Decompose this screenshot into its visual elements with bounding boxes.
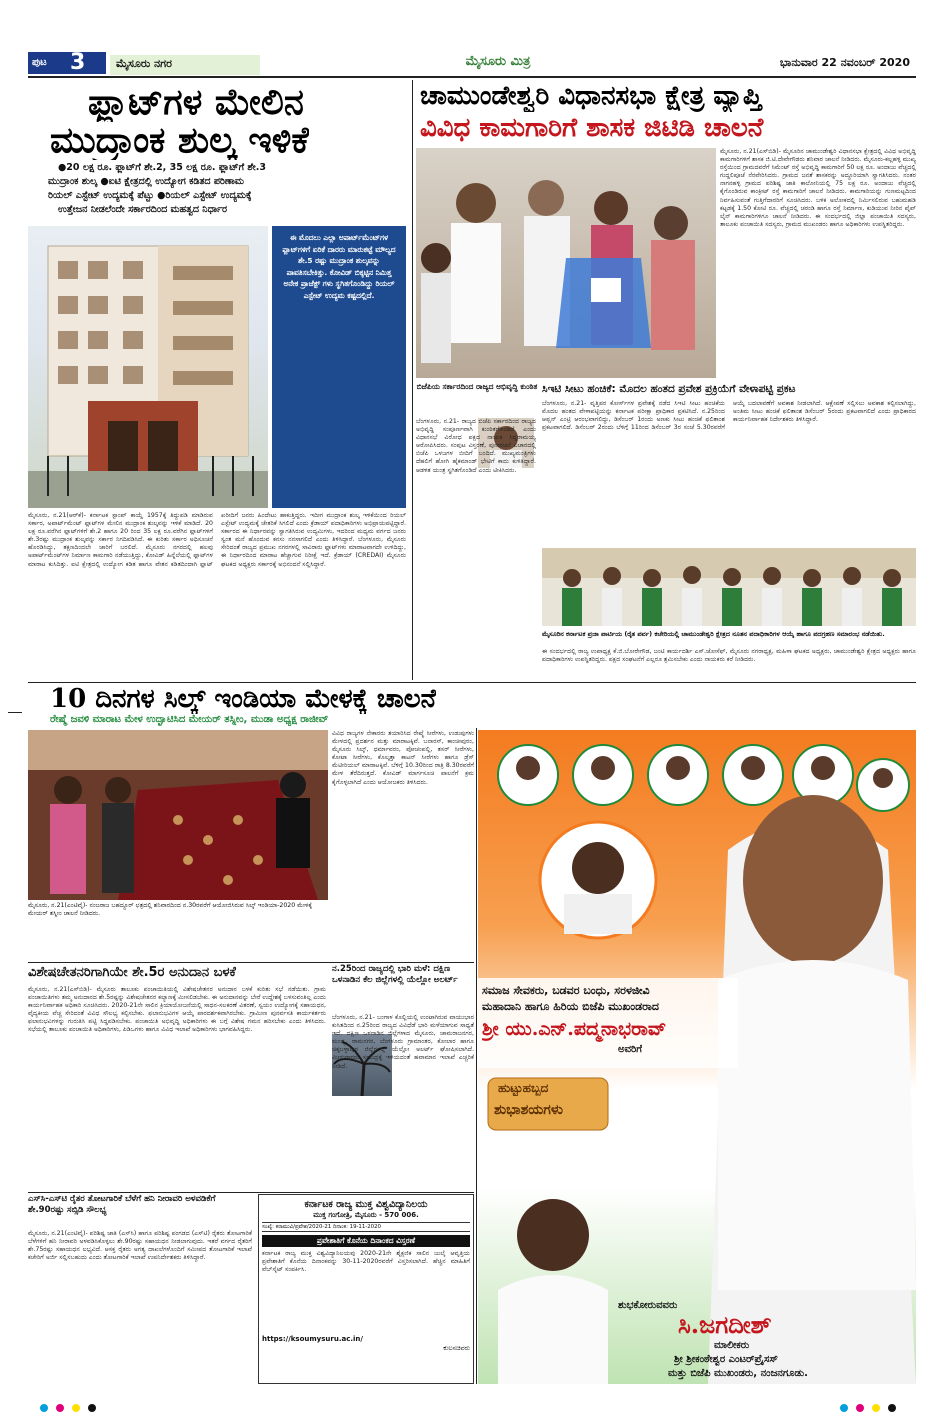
ad-honoree-name: ಶ್ರೀ ಯು.ಎನ್.ಪದ್ಮನಾಭರಾವ್ <box>482 1018 667 1040</box>
story3-kicker: ಬಿಜೆಪಿಯ ಸರ್ಕಾರದಿಂದ ರಾಜ್ಯದ ಅಭಿವೃದ್ಧಿ ಕುಂಠಿತ <box>416 382 538 391</box>
leader-portraits <box>498 745 909 811</box>
registration-mark-r-cyan <box>840 1404 848 1412</box>
horizontal-divider-lower <box>28 962 474 963</box>
story6-caption: ಮೈಸೂರು, ನ.21(ಎಂಟಿವೈ)- ನಂಜರಾಜ ಬಹದ್ದೂರ್ ಛತ್ರದಲ್ಲಿ ಶನಿವಾರದಿಂದ ನ.30ರವರೆಗೆ ಆಯೋಜಿಸಿರುವ ಸಿಲ್ಕ್ ಇಂಡಿಯಾ-2020 ಮೇಳಕ್ಕೆ ಮೇಯರ್ ತಸ್ನೀಂ ಚಾಲನೆ ನೀಡಿದರು. <box>28 902 313 918</box>
story5-caption: ಮೈಸೂರಿನ ಕರ್ನಾಟಕ ಪ್ರಜಾ ಪಾರ್ಟಿಯ (ರೈತ ಪರ್ವ) ಕಚೇರಿಯಲ್ಲಿ ಚಾಮುಂಡೇಶ್ವರಿ ಕ್ಷೇತ್ರದ ನೂತನ ಪದಾಧಿಕಾರಿಗಳ ಆಯ್ಕೆ ಹಾಗೂ ಪದಗ್ರಹಣ ಸಮಾರಂಭ ನಡೆಯಿತು. <box>542 630 885 638</box>
story-rain-alert <box>332 964 474 1190</box>
story1-title-line1: ಫ್ಲಾಟ್‌ಗಳ ಮೇಲಿನ <box>88 82 304 122</box>
story6-subtitle: ರೇಷ್ಮೆ ಜವಳಿ ಮಾರಾಟ ಮೇಳ ಉದ್ಘಾಟಿಸಿದ ಮೇಯರ್ ತಸ್ನೀಂ, ಮುಡಾ ಅಧ್ಯಕ್ಷ ರಾಜೀವ್ <box>50 714 329 725</box>
story-flat-stamp-duty <box>28 80 408 680</box>
story-silk-india-body <box>28 730 474 960</box>
story2-title-line2: ವಿವಿಧ ಕಾಮಗಾರಿಗೆ ಶಾಸಕ ಜಿಟಿಡಿ ಚಾಲನೆ <box>420 113 764 143</box>
registration-mark-tl-yellow <box>72 1404 80 1412</box>
story-party-office <box>542 548 916 678</box>
registration-mark-r-yellow <box>872 1404 880 1412</box>
ad-wish-line1: ಹುಟ್ಟುಹಬ್ಬದ <box>498 1081 549 1095</box>
story6-body: ವಿವಿಧ ರಾಜ್ಯಗಳ ನೇಕಾರರು ತಯಾರಿಸಿದ ರೇಷ್ಮೆ ಸೀರೆಗಳು, ಉಡುಪುಗಳು ಮೇಳದಲ್ಲಿ ಪ್ರದರ್ಶನ ಮತ್ತು ಮಾರಾಟಕ್ಕಿವೆ. ಬನಾರಸ್, ಕಾಂಚೀಪುರಂ, ಮೈಸೂರು ಸಿಲ್ಕ್, ಧರ್ಮಾವರಂ, ಪೋಚಂಪಲ್ಲಿ, ತಸರ್ ಸೀರೆಗಳು, ಕೋಟಾ ಸೀರೆಗಳು, ಕೊಲ್ಕತ್ತಾ ಕಾಟನ್ ಸೀರೆಗಳು ಹಾಗೂ ಡ್ರೆಸ್ ಮೆಟೀರಿಯಲ್ ಮಾರಾಟಕ್ಕಿವೆ. ಬೆಳಿಗ್ಗೆ 10.30ರಿಂದ ರಾತ್ರಿ 8.30ರವರೆಗೆ ಮೇಳ ತೆರೆದಿರುತ್ತದೆ. ಕೋವಿಡ್ ಮಾರ್ಗಸೂಚಿ ಪಾಲನೆಗೆ ಕ್ರಮ ಕೈಗೊಳ್ಳಲಾಗಿದೆ ಎಂದು ಆಯೋಜಕರು ತಿಳಿಸಿದರು. <box>332 730 474 786</box>
page-number: 3 <box>70 50 86 75</box>
story1-box-text: ಈ ಮೊದಲು ಎಲ್ಲಾ ಅಪಾರ್ಟ್‌ಮೆಂಟ್‌ಗಳ ಫ್ಲಾಟ್‌ಗಳಿಗೆ ಏರಿಕೆ ದಾರರು ಮಾರುಕಟ್ಟೆ ಮೌಲ್ಯದ ಶೇ.5 ರಷ್ಟು ಮುದ್ರಾಂಕ ಶುಲ್ಕವನ್ನು ಪಾವತಿಸಬೇಕಿತ್ತು. ಕೋವಿಡ್ ಬಿಕ್ಕಟ್ಟಿನ ನಿಮಿತ್ತ ಅನೇಕ ಪ್ರಾಜೆಕ್ಟ್ ಗಳು ಸ್ಥಗಿತಗೊಂಡಿದ್ದು ರಿಯಲ್ ಎಸ್ಟೇಟ್ ಉದ್ಯಮ ಕಷ್ಟದಲ್ಲಿದೆ. <box>282 233 396 300</box>
ad-avarige: ಅವರಿಗೆ <box>618 1044 643 1055</box>
notice-title: ಕರ್ನಾಟಕ ರಾಜ್ಯ ಮುಕ್ತ ವಿಶ್ವವಿದ್ಯಾನಿಲಯ <box>304 1199 428 1210</box>
story1-sub-line1: ●20 ಲಕ್ಷ ರೂ. ಫ್ಲಾಟ್‌ಗೆ ಶೇ.2, 35 ಲಕ್ಷ ರೂ. ಫ್ಲಾಟ್‌ಗೆ ಶೇ.3 <box>58 162 266 173</box>
horizontal-divider-bottom <box>28 1192 474 1193</box>
story-gtd-works <box>416 80 916 380</box>
registration-mark-r-black <box>888 1404 896 1412</box>
story9-body: ಮೈಸೂರು, ನ.21(ಎಂಟಿವೈ)- ಪರಿಶಿಷ್ಟ ಜಾತಿ (ಎಸ್‌ಸಿ) ಹಾಗೂ ಪರಿಶಿಷ್ಟ ಪಂಗಡದ (ಎಸ್‌ಟಿ) ರೈತರು ತೋಟಗಾರಿಕೆ ಬೆಳೆಗಳಿಗೆ ಹನಿ ನೀರಾವರಿ ಅಳವಡಿಸಿಕೊಳ್ಳಲು ಶೇ.90ರಷ್ಟು ಸಹಾಯಧನ ನೀಡಲಾಗುವುದು. ಇತರೆ ವರ್ಗದ ರೈತರಿಗೆ ಶೇ.75ರಷ್ಟು ಸಹಾಯಧನ ಲಭ್ಯವಿದೆ. ಆಸಕ್ತ ರೈತರು ಅಗತ್ಯ ದಾಖಲೆಗಳೊಂದಿಗೆ ಸಮೀಪದ ತೋಟಗಾರಿಕೆ ಇಲಾಖೆ ಕಚೇರಿಗೆ ಅರ್ಜಿ ಸಲ್ಲಿಸಬಹುದು ಎಂದು ತೋಟಗಾರಿಕೆ ಇಲಾಖೆ ಉಪನಿರ್ದೇಶಕರು ತಿಳಿಸಿದ್ದಾರೆ. <box>28 1230 252 1262</box>
edition-date: ಭಾನುವಾರ 22 ನವಂಬರ್ 2020 <box>779 56 910 69</box>
page-number-badge <box>28 52 106 74</box>
notice-heading: ಪ್ರವೇಶಾತಿಗೆ ಕೊನೆಯ ದಿನಾಂಕದ ವಿಸ್ತರಣೆ <box>262 1235 470 1247</box>
masthead: ಮೈಸೂರು ಮಿತ್ರ <box>465 54 531 69</box>
notice-address: ಮುಕ್ತ ಗಂಗೋತ್ರಿ, ಮೈಸೂರು - 570 006. <box>313 1211 419 1219</box>
story-opposition-critique <box>416 382 538 680</box>
crowd-illustration <box>416 148 716 378</box>
story8-body: ಬೆಂಗಳೂರು, ನ.21- ಬಂಗಾಳ ಕೊಲ್ಲಿಯಲ್ಲಿ ಉಂಟಾಗಿರುವ ವಾಯುಭಾರ ಕುಸಿತದಿಂದ ನ.25ರಿಂದ ರಾಜ್ಯದ ವಿವಿಧೆಡೆ ಭಾರಿ ಮಳೆಯಾಗುವ ಸಾಧ್ಯತೆ ಇದೆ. ದಕ್ಷಿಣ ಒಳನಾಡಿನ ಜಿಲ್ಲೆಗಳಾದ ಮೈಸೂರು, ಚಾಮರಾಜನಗರ, ಮಂಡ್ಯ, ರಾಮನಗರ, ಬೆಂಗಳೂರು ಗ್ರಾಮಾಂತರ, ಕೋಲಾರ ಹಾಗೂ ಚಿಕ್ಕಬಳ್ಳಾಪುರ ಜಿಲ್ಲೆಗಳಲ್ಲಿ ಯೆಲ್ಲೋ ಅಲರ್ಟ್ ಘೋಷಿಸಲಾಗಿದೆ. ಮೀನುಗಾರರು ಸಮುದ್ರಕ್ಕೆ ಇಳಿಯದಂತೆ ಹವಾಮಾನ ಇಲಾಖೆ ಎಚ್ಚರಿಕೆ ನೀಡಿದೆ. <box>332 1014 474 1070</box>
story-drip-irrigation <box>28 1194 254 1384</box>
registration-mark-tl-magenta <box>56 1404 64 1412</box>
notice-website[interactable]: https://ksoumysuru.ac.in/ <box>262 1335 363 1343</box>
saree-stall-illustration <box>28 730 328 900</box>
page-label: ಪುಟ <box>32 57 47 68</box>
story2-body: ಮೈಸೂರು, ನ.21(ಎಸ್‌ಬಿಡಿ)- ಮೈಸೂರಿನ ಚಾಮುಂಡೇಶ್ವರಿ ವಿಧಾನಸಭಾ ಕ್ಷೇತ್ರದಲ್ಲಿ ವಿವಿಧ ಅಭಿವೃದ್ಧಿ ಕಾಮಗಾರಿಗಳಿಗೆ ಶಾಸಕ ಜಿ.ಟಿ.ದೇವೇಗೌಡರು ಶನಿವಾರ ಚಾಲನೆ ನೀಡಿದರು. ಮೈಸೂರು-ಕಲ್ಲಹಳ್ಳಿ ಮುಖ್ಯ ರಸ್ತೆಯಿಂದ ಗ್ರಾಮದವರೆಗೆ ಸಿಮೆಂಟ್ ರಸ್ತೆ ಅಭಿವೃದ್ಧಿ ಕಾಮಗಾರಿಗೆ 50 ಲಕ್ಷ ರೂ. ಅಂದಾಜು ವೆಚ್ಚದಲ್ಲಿ ಗುದ್ದಲಿಪೂಜೆ ನೆರವೇರಿಸಿದರು. ಗ್ರಾಮದ ಜನತೆ ಶಾಸಕರನ್ನು ಅದ್ಧೂರಿಯಾಗಿ ಸ್ವಾಗತಿಸಿದರು. ನಂತರ ನಾಗನಹಳ್ಳಿ ಗ್ರಾಮದ ಪರಿಶಿಷ್ಟ ಜಾತಿ ಕಾಲೋನಿಯಲ್ಲಿ 75 ಲಕ್ಷ ರೂ. ಅಂದಾಜು ವೆಚ್ಚದಲ್ಲಿ ಕೈಗೊಂಡಿರುವ ಕಾಂಕ್ರೀಟ್ ರಸ್ತೆ ಕಾಮಗಾರಿಗೆ ಚಾಲನೆ ನೀಡಿದರು. ಕಾಮಗಾರಿಯನ್ನು ಗುಣಮಟ್ಟದಿಂದ ನಿರ್ವಹಿಸುವಂತೆ ಗುತ್ತಿಗೆದಾರರಿಗೆ ಸೂಚಿಸಿದರು. ಬಳಿಕ ಅಲೋಕದಲ್ಲಿ ನಿರ್ಮಿಸಲಿರುವ ಬಹುಮಹಡಿ ಕಟ್ಟಡಕ್ಕೆ 1.50 ಕೋಟಿ ರೂ. ವೆಚ್ಚದಲ್ಲಿ ಚರಂಡಿ ಹಾಗೂ ರಸ್ತೆ ನಿರ್ಮಾಣ, ಕುಡಿಯುವ ನೀರಿನ ಪೈಪ್ ಲೈನ್ ಕಾಮಗಾರಿಗಳಿಗೂ ಚಾಲನೆ ನೀಡಿದರು. ಈ ಸಂದರ್ಭದಲ್ಲಿ ಜಿಲ್ಲಾ ಪಂಚಾಯಿತಿ ಸದಸ್ಯರು, ತಾಲೂಕು ಪಂಚಾಯಿತಿ ಸದಸ್ಯರು, ಗ್ರಾಮದ ಮುಖಂಡರು ಹಾಗೂ ಅಧಿಕಾರಿಗಳು ಉಪಸ್ಥಿತರಿದ್ದರು. <box>720 148 916 228</box>
apartment-illustration <box>28 226 268 508</box>
ad-wisher-company: ಶ್ರೀ ಶ್ರೀಕಂಠೇಶ್ವರ ಎಂಟರ್‌ಪ್ರೈಸಸ್ <box>674 1354 778 1365</box>
ksou-notice <box>258 1194 474 1384</box>
story-cet-seat-allotment <box>542 382 916 544</box>
story-silk-india <box>28 684 916 728</box>
story1-title-line2: ಮುದ್ರಾಂಕ ಶುಲ್ಕ ಇಳಿಕೆ <box>50 120 310 160</box>
header-rule <box>28 76 916 78</box>
registration-mark-tl-cyan <box>40 1404 48 1412</box>
section-name: ಮೈಸೂರು ನಗರ <box>110 55 260 75</box>
registration-mark-r-magenta <box>856 1404 864 1412</box>
notice-body: ಕರ್ನಾಟಕ ರಾಜ್ಯ ಮುಕ್ತ ವಿಶ್ವವಿದ್ಯಾನಿಲಯವು 2020-21ನೇ ಶೈಕ್ಷಣಿಕ ಸಾಲಿನ ಜುಲೈ ಆವೃತ್ತಿಯ ಪ್ರವೇಶಾತಿಗೆ ಕೊನೆಯ ದಿನಾಂಕವನ್ನು 30-11-2020ರವರೆಗೆ ವಿಸ್ತರಿಸಲಾಗಿದೆ. ಹೆಚ್ಚಿನ ಮಾಹಿತಿಗೆ ವೆಬ್‌ಸೈಟ್ ಸಂಪರ್ಕಿಸಿ. <box>262 1250 470 1274</box>
page-header <box>28 52 916 76</box>
story4-body: ಬೆಂಗಳೂರು, ನ.21- ವೃತ್ತಿಪರ ಕೋರ್ಸ್‌ಗಳ ಪ್ರವೇಶಕ್ಕೆ ನಡೆದ ಸಿಇಟಿ ಸೀಟು ಹಂಚಿಕೆಯ ಮೊದಲ ಹಂತದ ವೇಳಾಪಟ್ಟಿಯನ್ನು ಕರ್ನಾಟಕ ಪರೀಕ್ಷಾ ಪ್ರಾಧಿಕಾರ ಪ್ರಕಟಿಸಿದೆ. ನ.25ರಿಂದ ಆಪ್ಷನ್ ಎಂಟ್ರಿ ಆರಂಭವಾಗಲಿದ್ದು, ಡಿಸೆಂಬರ್ 1ರಂದು ಅಣಕು ಸೀಟು ಹಂಚಿಕೆ ಫಲಿತಾಂಶ ಪ್ರಕಟವಾಗಲಿದೆ. ಡಿಸೆಂಬರ್ 2ರಂದು ಬೆಳಿಗ್ಗೆ 11ರಿಂದ ಡಿಸೆಂಬರ್ 3ರ ಸಂಜೆ 5.30ರವರೆಗೆ ಆಯ್ಕೆ ಬದಲಾವಣೆಗೆ ಅವಕಾಶ ನೀಡಲಾಗಿದೆ. ಆಕ್ಷೇಪಣೆ ಸಲ್ಲಿಸಲು ಅವಕಾಶ ಕಲ್ಪಿಸಲಾಗಿದ್ದು, ಅಂತಿಮ ಸೀಟು ಹಂಚಿಕೆ ಫಲಿತಾಂಶ ಡಿಸೆಂಬರ್ 5ರಂದು ಪ್ರಕಟವಾಗಲಿದೆ ಎಂದು ಪ್ರಾಧಿಕಾರದ ಕಾರ್ಯನಿರ್ವಾಹಕ ನಿರ್ದೇಶಕರು ತಿಳಿಸಿದ್ದಾರೆ. <box>542 400 916 432</box>
story6-title: 10 ದಿನಗಳ ಸಿಲ್ಕ್ ಇಂಡಿಯಾ ಮೇಳಕ್ಕೆ ಚಾಲನೆ <box>50 684 437 714</box>
vertical-divider-bottom <box>476 728 477 1384</box>
story1-sub-line4: ಉತ್ತೇಜನ ನೀಡಲೆಂದೇ ಸರ್ಕಾರದಿಂದ ಮಹತ್ವದ ನಿರ್ಧಾರ <box>58 204 228 215</box>
story3-body: ಬೆಂಗಳೂರು, ನ.21- ರಾಜ್ಯದ ಬಿಜೆಪಿ ಸರ್ಕಾರದಿಂದ ರಾಜ್ಯದ ಅಭಿವೃದ್ಧಿ ಸಂಪೂರ್ಣವಾಗಿ ಕುಂಠಿತಗೊಂಡಿದೆ ಎಂದು ವಿಧಾನಸಭೆ ವಿರೋಧ ಪಕ್ಷದ ನಾಯಕ ಸಿದ್ದರಾಮಯ್ಯ ಆರೋಪಿಸಿದರು. ಸಂಪುಟ ವಿಸ್ತರಣೆ, ಪುನಾರಚನೆ ವಿಚಾರದಲ್ಲಿ ಬಿಜೆಪಿ ಒಳಜಗಳ ಬೀದಿಗೆ ಬಂದಿದೆ. ಮುಖ್ಯಮಂತ್ರಿಗಳು ದೆಹಲಿಗೆ ಹೋಗಿ ಹೈಕಮಾಂಡ್ ಭೇಟಿಗೆ ಕಾದು ಕುಳಿತಿದ್ದಾರೆ. ಆಡಳಿತ ಯಂತ್ರ ಸ್ಥಗಿತಗೊಂಡಿದೆ ಎಂದು ಟೀಕಿಸಿದರು. <box>416 418 536 474</box>
story-disabled-grant <box>28 964 328 1190</box>
story7-title: ವಿಶೇಷಚೇತನರಿಗಾಗಿಯೇ ಶೇ.5ರ ಅನುದಾನ ಬಳಕೆ <box>28 965 236 980</box>
story4-title: ಸಿಇಟಿ ಸೀಟು ಹಂಚಿಕೆ: ಮೊದಲ ಹಂತದ ಪ್ರವೇಶ ಪ್ರಕ್ರಿಯೆಗೆ ವೇಳಾಪಟ್ಟಿ ಪ್ರಕಟ <box>542 383 796 395</box>
notice-signoff: ಕುಲಸಚಿವರು <box>443 1344 470 1352</box>
story8-title: ನ.25ರಿಂದ ರಾಜ್ಯದಲ್ಲಿ ಭಾರಿ ಮಳೆ: ದಕ್ಷಿಣ ಒಳನಾಡಿನ ಕೆಲ ಜಿಲ್ಲೆಗಳಲ್ಲಿ ಯೆಲ್ಲೋ ಅಲರ್ಟ್ <box>332 964 458 985</box>
story2-title-line1: ಚಾಮುಂಡೇಶ್ವರಿ ವಿಧಾನಸಭಾ ಕ್ಷೇತ್ರ ವ್ಯಾಪ್ತಿ <box>420 81 762 111</box>
ad-wisher-extra: ಮತ್ತು ಬಿಜೆಪಿ ಮುಖಂಡರು, ನಂಜನಗೂಡು. <box>668 1368 808 1379</box>
gtd-distribution-photo <box>416 148 716 378</box>
ad-wisher-name: ಸಿ.ಜಗದೀಶ್ <box>678 1310 772 1339</box>
margin-mark <box>8 712 22 713</box>
story1-highlight-box <box>272 226 406 508</box>
ad-wisher-label: ಶುಭಕೋರುವವರು <box>618 1300 678 1311</box>
story7-body: ಮೈಸೂರು, ನ.21(ಎಸ್‌ಬಿಡಿ)- ಮೈಸೂರು ತಾಲೂಕು ಪಂಚಾಯಿತಿಯಲ್ಲಿ ವಿಶೇಷಚೇತನರ ಅನುದಾನ ಬಳಕೆ ಕುರಿತು ಸಭೆ ನಡೆಯಿತು. ಗ್ರಾಮ ಪಂಚಾಯಿತಿಗಳು ತಮ್ಮ ಅನುದಾನದ ಶೇ.5ರಷ್ಟನ್ನು ವಿಶೇಷಚೇತನರ ಕಲ್ಯಾಣಕ್ಕೆ ಮೀಸಲಿಡಬೇಕು. ಈ ಅನುದಾನವನ್ನು ಬೇರೆ ಉದ್ದೇಶಕ್ಕೆ ಬಳಸುವಂತಿಲ್ಲ ಎಂದು ಕಾರ್ಯನಿರ್ವಾಹಕ ಅಧಿಕಾರಿ ಸೂಚಿಸಿದರು. 2020-21ನೇ ಸಾಲಿನ ಕ್ರಿಯಾಯೋಜನೆಯಲ್ಲಿ ಸಾಧನ-ಸಲಕರಣೆ ವಿತರಣೆ, ಸ್ವಯಂ ಉದ್ಯೋಗಕ್ಕೆ ಸಹಾಯಧನ, ವೈದ್ಯಕೀಯ ವೆಚ್ಚ ಸೇರಿದಂತೆ ವಿವಿಧ ಸೌಲಭ್ಯ ಕಲ್ಪಿಸಬೇಕು. ಫಲಾನುಭವಿಗಳ ಆಯ್ಕೆ ಪಾರದರ್ಶಕವಾಗಿರಬೇಕು. ಗ್ರಾಮೀಣ ಪುನರ್ವಸತಿ ಕಾರ್ಯಕರ್ತರು ಫಲಾನುಭವಿಗಳನ್ನು ಗುರುತಿಸಿ ಪಟ್ಟಿ ಸಿದ್ಧಪಡಿಸಬೇಕು. ಪಂಚಾಯಿತಿ ಅಭಿವೃದ್ಧಿ ಅಧಿಕಾರಿಗಳು ಈ ಬಗ್ಗೆ ವಿಶೇಷ ಗಮನ ಹರಿಸಬೇಕು ಎಂದು ತಿಳಿಸಿದರು. ಸಭೆಯಲ್ಲಿ ತಾಲೂಕು ಪಂಚಾಯಿತಿ ಅಧಿಕಾರಿಗಳು, ಪಿಡಿಒಗಳು ಹಾಗೂ ವಿವಿಧ ಇಲಾಖೆ ಅಧಿಕಾರಿಗಳು ಭಾಗವಹಿಸಿದ್ದರು. <box>28 986 326 1034</box>
horizontal-divider-mid <box>28 682 916 683</box>
story1-sub-line3: ರಿಯಲ್ ಎಸ್ಟೇಟ್ ಉದ್ಯಮಕ್ಕೆ ಪೆಟ್ಟು ●ರಿಯಲ್ ಎಸ್ಟೇಟ್ ಉದ್ಯಮಕ್ಕೆ <box>48 190 252 201</box>
ad-line1: ಸಮಾಜ ಸೇವಕರು, ಬಡವರ ಬಂಧು, ಸರಳಜೀವಿ <box>482 984 650 997</box>
ad-line2: ಮಹಾದಾನಿ ಹಾಗೂ ಹಿರಿಯ ಬಿಜೆಪಿ ಮುಖಂಡರಾದ <box>482 1000 659 1013</box>
apartment-photo <box>28 226 268 508</box>
vertical-divider-top <box>412 80 413 680</box>
story9-title: ಎಸ್‌ಸಿ-ಎಸ್‌ಟಿ ರೈತರ ತೋಟಗಾರಿಕೆ ಬೆಳೆಗೆ ಹನಿ ನೀರಾವರಿ ಅಳವಡಿಕೆಗೆ ಶೇ.90ರಷ್ಟು ಸಬ್ಸಿಡಿ ಸೌಲಭ್ಯ <box>28 1194 216 1215</box>
ad-wisher-role: ಮಾಲೀಕರು <box>714 1340 750 1351</box>
group-illustration <box>542 548 916 626</box>
birthday-advertisement <box>478 730 916 1384</box>
silk-mela-photo <box>28 730 328 900</box>
party-members-photo <box>542 548 916 626</box>
registration-mark-tl-black <box>88 1404 96 1412</box>
story1-sub-line2: ಮುದ್ರಾಂಕ ಶುಲ್ಕ ●ಐಟಿ ಕ್ಷೇತ್ರದಲ್ಲಿ ಉದ್ಯೋಗ ಕಡಿತದ ಪರಿಣಾಮ <box>48 176 244 187</box>
story1-body: ಮೈಸೂರು, ನ.21(ಆರ್‌ಕೆ)- ಕರ್ನಾಟಕ ಸ್ಟಾಂಪ್ ಕಾಯ್ದೆ 1957ಕ್ಕೆ ತಿದ್ದುಪಡಿ ಮಾಡಿರುವ ಸರ್ಕಾರ, ಅಪಾರ್ಟ್‌ಮೆಂಟ್ ಫ್ಲಾಟ್‌ಗಳ ಮೇಲಿನ ಮುದ್ರಾಂಕ ಶುಲ್ಕವನ್ನು ಇಳಿಕೆ ಮಾಡಿದೆ. 20 ಲಕ್ಷ ರೂ.ವರೆಗಿನ ಫ್ಲಾಟ್‌ಗಳಿಗೆ ಶೇ.2 ಹಾಗೂ 20 ರಿಂದ 35 ಲಕ್ಷ ರೂ.ವರೆಗಿನ ಫ್ಲಾಟ್‌ಗಳಿಗೆ ಶೇ.3ರಷ್ಟು ಮುದ್ರಾಂಕ ಶುಲ್ಕವನ್ನು ಸರ್ಕಾರ ನಿಗದಿಪಡಿಸಿದೆ. ಈ ಕುರಿತು ಸರ್ಕಾರ ಅಧಿಸೂಚನೆ ಹೊರಡಿಸಿದ್ದು, ತಕ್ಷಣದಿಂದಲೇ ಜಾರಿಗೆ ಬರಲಿದೆ. ಮೈಸೂರು ನಗರದಲ್ಲಿ ಹಲವು ಅಪಾರ್ಟ್‌ಮೆಂಟ್‌ಗಳ ನಿರ್ಮಾಣ ಕಾಮಗಾರಿ ನಡೆಯುತ್ತಿದ್ದು, ಕೋವಿಡ್ ಹಿನ್ನೆಲೆಯಲ್ಲಿ ಫ್ಲಾಟ್‌ಗಳ ಮಾರಾಟ ಕುಸಿದಿತ್ತು. ಐಟಿ ಕ್ಷೇತ್ರದಲ್ಲಿ ಉದ್ಯೋಗ ಕಡಿತ ಹಾಗೂ ವೇತನ ಕಡಿತದಿಂದಾಗಿ ಫ್ಲಾಟ್ ಖರೀದಿಗೆ ಜನರು ಹಿಂದೇಟು ಹಾಕುತ್ತಿದ್ದರು. ಇದೀಗ ಮುದ್ರಾಂಕ ಶುಲ್ಕ ಇಳಿಕೆಯಿಂದ ರಿಯಲ್ ಎಸ್ಟೇಟ್ ಉದ್ಯಮಕ್ಕೆ ಚೇತರಿಕೆ ಸಿಗಲಿದೆ ಎಂದು ಕ್ರೆಡಾಯ್ ಪದಾಧಿಕಾರಿಗಳು ಅಭಿಪ್ರಾಯಪಟ್ಟಿದ್ದಾರೆ. ಸರ್ಕಾರದ ಈ ನಿರ್ಧಾರವನ್ನು ಸ್ವಾಗತಿಸಿರುವ ಉದ್ಯಮಿಗಳು, ಇದರಿಂದ ಮಧ್ಯಮ ವರ್ಗದ ಜನರು ಸ್ವಂತ ಮನೆ ಹೊಂದುವ ಕನಸು ನನಸಾಗಲಿದೆ ಎಂದು ತಿಳಿಸಿದ್ದಾರೆ. ಬೆಂಗಳೂರು, ಮೈಸೂರು ಸೇರಿದಂತೆ ರಾಜ್ಯದ ಪ್ರಮುಖ ನಗರಗಳಲ್ಲಿ ಸಾವಿರಾರು ಫ್ಲಾಟ್‌ಗಳು ಮಾರಾಟವಾಗದೇ ಉಳಿದಿದ್ದು, ಈ ನಿರ್ಧಾರದಿಂದ ಮಾರಾಟ ಹೆಚ್ಚಾಗುವ ನಿರೀಕ್ಷೆ ಇದೆ. ಕ್ರೆಡಾಯ್ (CREDAI) ಮೈಸೂರು ಘಟಕದ ಅಧ್ಯಕ್ಷರು ಸರ್ಕಾರಕ್ಕೆ ಅಭಿನಂದನೆ ಸಲ್ಲಿಸಿದ್ದಾರೆ. <box>28 512 406 568</box>
notice-ref: ಸಂಖ್ಯೆ: ಕರಾಮುವಿ/ಪ್ರವೇಶ/2020-21 ದಿನಾಂಕ: 19-11-2020 <box>262 1222 470 1232</box>
ad-wish-line2: ಶುಭಾಶಯಗಳು <box>494 1102 563 1118</box>
story5-body: ಈ ಸಂದರ್ಭದಲ್ಲಿ ರಾಜ್ಯ ಉಪಾಧ್ಯಕ್ಷ ಕೆ.ಜಿ.ಬೋರೇಗೌಡ, ಜಂಟಿ ಕಾರ್ಯದರ್ಶಿ ಎಸ್.ಜೋಸೆಫ್, ಮೈಸೂರು ನಗರಾಧ್ಯಕ್ಷ, ಮಹಿಳಾ ಘಟಕದ ಅಧ್ಯಕ್ಷರು, ಚಾಮುಂಡೇಶ್ವರಿ ಕ್ಷೇತ್ರದ ಅಧ್ಯಕ್ಷರು ಹಾಗೂ ಪದಾಧಿಕಾರಿಗಳು ಉಪಸ್ಥಿತರಿದ್ದರು. ಪಕ್ಷದ ಸಂಘಟನೆಗೆ ಎಲ್ಲರೂ ಶ್ರಮಿಸಬೇಕು ಎಂದು ನಾಯಕರು ಕರೆ ನೀಡಿದರು. <box>542 648 916 664</box>
